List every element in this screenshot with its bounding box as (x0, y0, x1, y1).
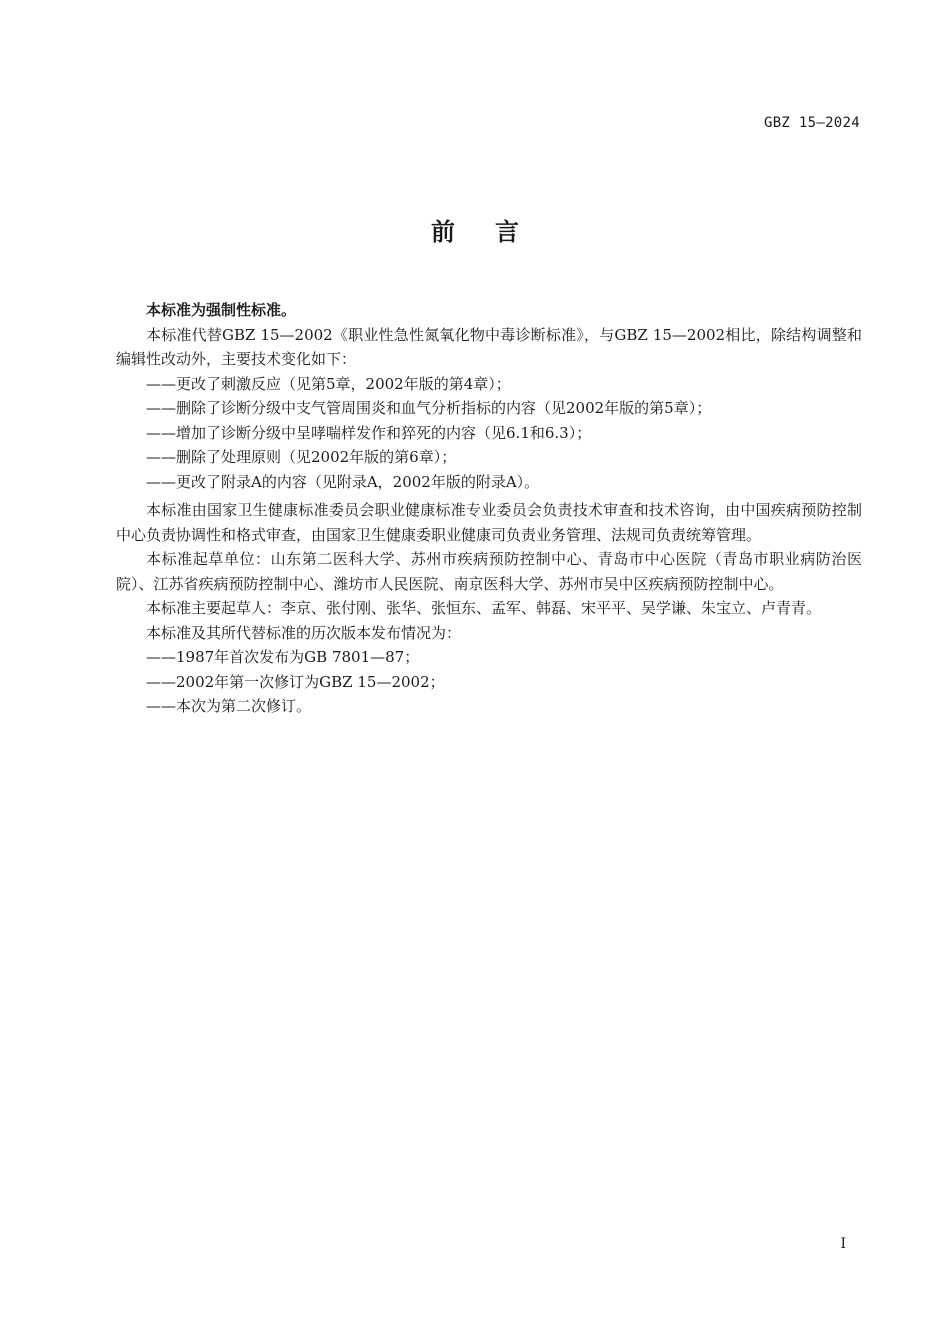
history-item: ——1987年首次发布为GB 7801—87； (146, 648, 420, 666)
change-item: ——更改了刺激反应（见第5章，2002年版的第4章）； (146, 374, 511, 393)
history-item: ——本次为第二次修订。 (146, 697, 312, 715)
mandatory-statement: 本标准为强制性标准。 (146, 301, 297, 319)
standard-number: GBZ 15—2024 (763, 115, 860, 131)
replacement-paragraph: 本标准代替GBZ 15—2002《职业性急性氮氧化物中毒诊断标准》，与GBZ 15—2002相比，除结构调整和编辑性改动外，主要技术变化如下： (116, 325, 862, 368)
history-intro: 本标准及其所代替标准的历次版本发布情况为： (146, 623, 462, 642)
page-number: I (840, 1236, 846, 1252)
drafters-paragraph: 本标准主要起草人：李京、张付刚、张华、张恒东、孟军、韩磊、宋平平、吴学谦、朱宝立、卢青青。 (146, 599, 822, 617)
change-item: ——删除了处理原则（见2002年版的第6章）； (146, 448, 457, 466)
history-item: ——2002年第一次修订为GBZ 15—2002； (146, 672, 445, 691)
change-item: ——增加了诊断分级中呈哮喘样发作和猝死的内容（见6.1和6.3）； (146, 423, 592, 442)
page-title: 前言 (431, 218, 559, 246)
change-item: ——删除了诊断分级中支气管周围炎和血气分析指标的内容（见2002年版的第5章）； (146, 399, 712, 417)
drafting-units-paragraph: 本标准起草单位：山东第二医科大学、苏州市疾病预防控制中心、青岛市中心医院（青岛市职业病防治医院）、江苏省疾病预防控制中心、潍坊市人民医院、南京医科大学、苏州市吴中区疾病预防控制中心。 (116, 550, 862, 593)
review-paragraph: 本标准由国家卫生健康标准委员会职业健康标准专业委员会负责技术审查和技术咨询，由中国疾病预防控制中心负责协调性和格式审查，由国家卫生健康委职业健康司负责业务管理、法规司负责统筹管理。 (116, 501, 862, 544)
change-item: ——更改了附录A的内容（见附录A，2002年版的附录A）。 (146, 472, 540, 491)
foreword-body (116, 298, 862, 719)
